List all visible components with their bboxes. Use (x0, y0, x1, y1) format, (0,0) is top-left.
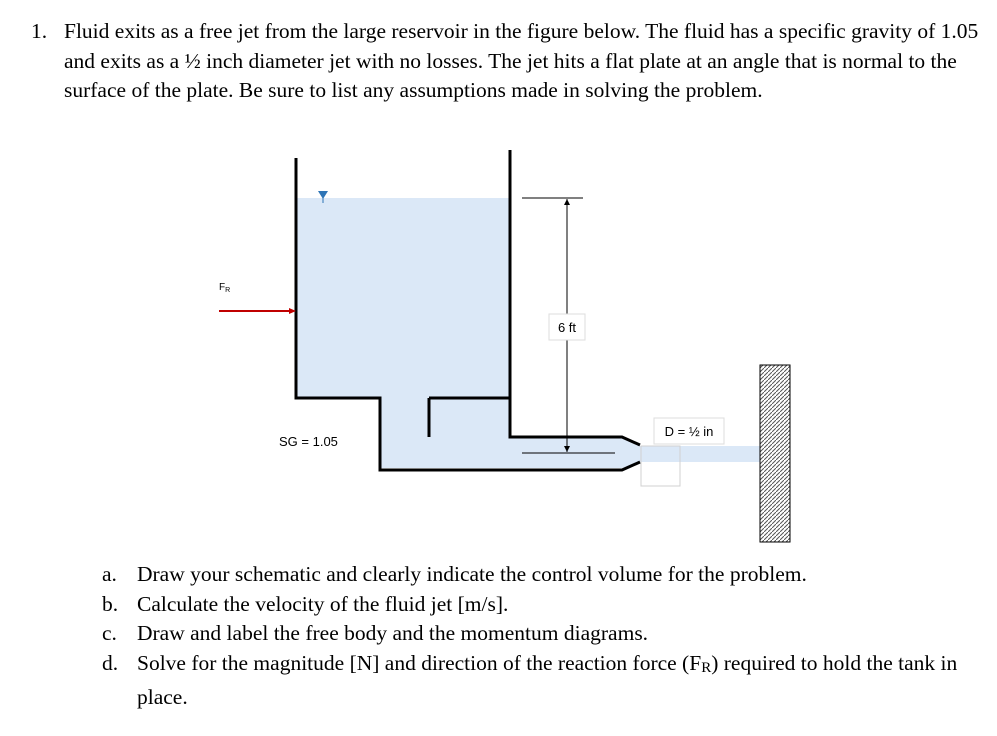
force-label: $F_R$ (219, 282, 231, 294)
task-item (102, 560, 982, 590)
task-letter: d. (102, 650, 119, 675)
tank-wall-right (510, 150, 640, 445)
problem-text: Fluid exits as a free jet from the large reservoir in the figure below. The fluid has a specific gravity of 1.05 and exits as a ½ inch diameter jet with no losses. The jet hits a flat plate at an angle that is normal to the surface of the plate. Be sure to list any assumptions made in solving the problem. (64, 19, 979, 102)
task-text: Draw and label the free body and the momentum diagrams. (137, 621, 649, 645)
task-item (102, 619, 982, 649)
task-text: Calculate the velocity of the fluid jet [m/s]. (137, 591, 509, 616)
sg-label: SG = 1.05 (279, 434, 338, 449)
task-text: Solve for the magnitude [N] and direction of the reaction force (FR) required to hold the tank in place. (137, 650, 958, 709)
height-label: 6 ft (557, 320, 577, 335)
task-item (102, 590, 982, 620)
height-arrow-up (564, 199, 570, 205)
task-letter: b. (102, 591, 119, 616)
task-letter: c. (102, 621, 117, 645)
task-letter: a. (102, 562, 117, 586)
task-list (102, 560, 982, 713)
problem-number: 1. (31, 19, 48, 43)
task-item (102, 649, 982, 713)
diameter-label: D = ½ in (664, 424, 714, 439)
flat-plate (760, 365, 790, 542)
task-text: Draw your schematic and clearly indicate the control volume for the problem. (137, 562, 807, 586)
